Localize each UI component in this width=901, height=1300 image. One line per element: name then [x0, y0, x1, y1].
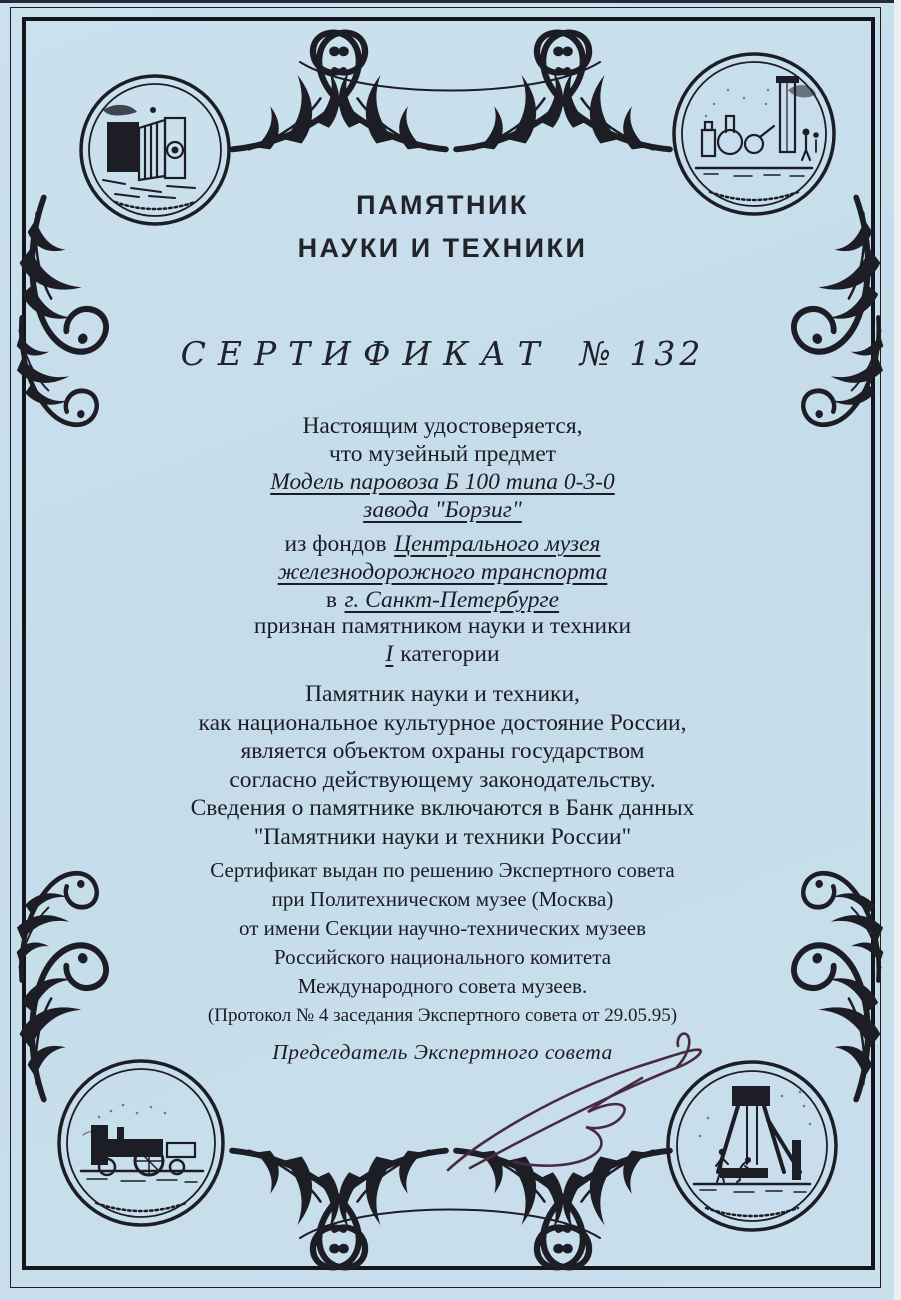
fonds-prefix: из фондов: [284, 531, 387, 557]
scan-edge-top: [0, 0, 901, 3]
subject-name-line-2: завода "Борзиг": [363, 497, 522, 523]
issuance-line: при Политехническом музее (Москва): [271, 887, 614, 911]
signatory-title: Председатель Экспертного совета: [272, 1040, 613, 1064]
page-title: [36, 184, 849, 270]
certificate-word: СЕРТИФИКАТ: [180, 334, 552, 373]
statement-intro-2: что музейный предмет: [328, 441, 557, 467]
issuance-line: Сертификат выдан по решению Экспертного совета: [210, 858, 675, 882]
protection-line: как национальное культурное достояние России,: [198, 709, 687, 736]
locomotive-medallion-icon: [59, 1061, 223, 1225]
city-line: [36, 586, 849, 614]
protocol-line: (Протокол № 4 заседания Экспертного совета от 29.05.95): [207, 1005, 678, 1026]
category-word: категории: [400, 641, 500, 667]
scan-edge-right: [894, 0, 901, 1300]
issuance-line: Международного совета музеев.: [297, 974, 588, 998]
recognition-block: [36, 612, 849, 668]
statement-intro-1: Настоящим удостоверяется,: [302, 413, 583, 439]
category-numeral: I: [385, 641, 394, 667]
protection-line: Сведения о памятнике включаются в Банк данных: [190, 795, 695, 821]
statement-block: [36, 412, 849, 524]
category-line: [36, 640, 849, 668]
title-line-2: НАУКИ И ТЕХНИКИ: [297, 233, 588, 263]
protection-line: "Памятники науки и техники России": [253, 823, 632, 850]
issuance-paragraph: [36, 856, 849, 1028]
subject-name-line-1: Модель паровоза Б 100 типа 0-3-0: [270, 469, 615, 495]
fonds-line-1: [36, 530, 849, 558]
city-name: г. Санкт-Петербурге: [344, 587, 560, 613]
city-prefix: в: [325, 587, 338, 613]
museum-name-part-2: железнодорожного транспорта: [277, 559, 608, 585]
steam-hammer-medallion-icon: [668, 1062, 836, 1230]
provenance-block: [36, 530, 849, 614]
certificate-number: № 132: [579, 334, 705, 373]
issuance-line: Российского национального комитета: [273, 945, 612, 969]
protection-line: согласно действующему законодательству.: [229, 766, 656, 793]
protection-paragraph: [36, 680, 849, 851]
protection-line: Памятник науки и техники,: [305, 681, 580, 707]
protection-line: является объектом охраны государством: [240, 738, 645, 764]
certificate-heading: [36, 334, 849, 373]
bottom-scroll-band: [232, 1151, 669, 1268]
issuance-line: от имени Секции научно-технических музеев: [238, 916, 647, 940]
top-scroll-band: [232, 32, 669, 149]
museum-name-part-1: Центрального музея: [394, 531, 601, 557]
title-line-1: ПАМЯТНИК: [356, 190, 529, 220]
recognition-line: признан памятником науки и техники: [253, 613, 632, 639]
